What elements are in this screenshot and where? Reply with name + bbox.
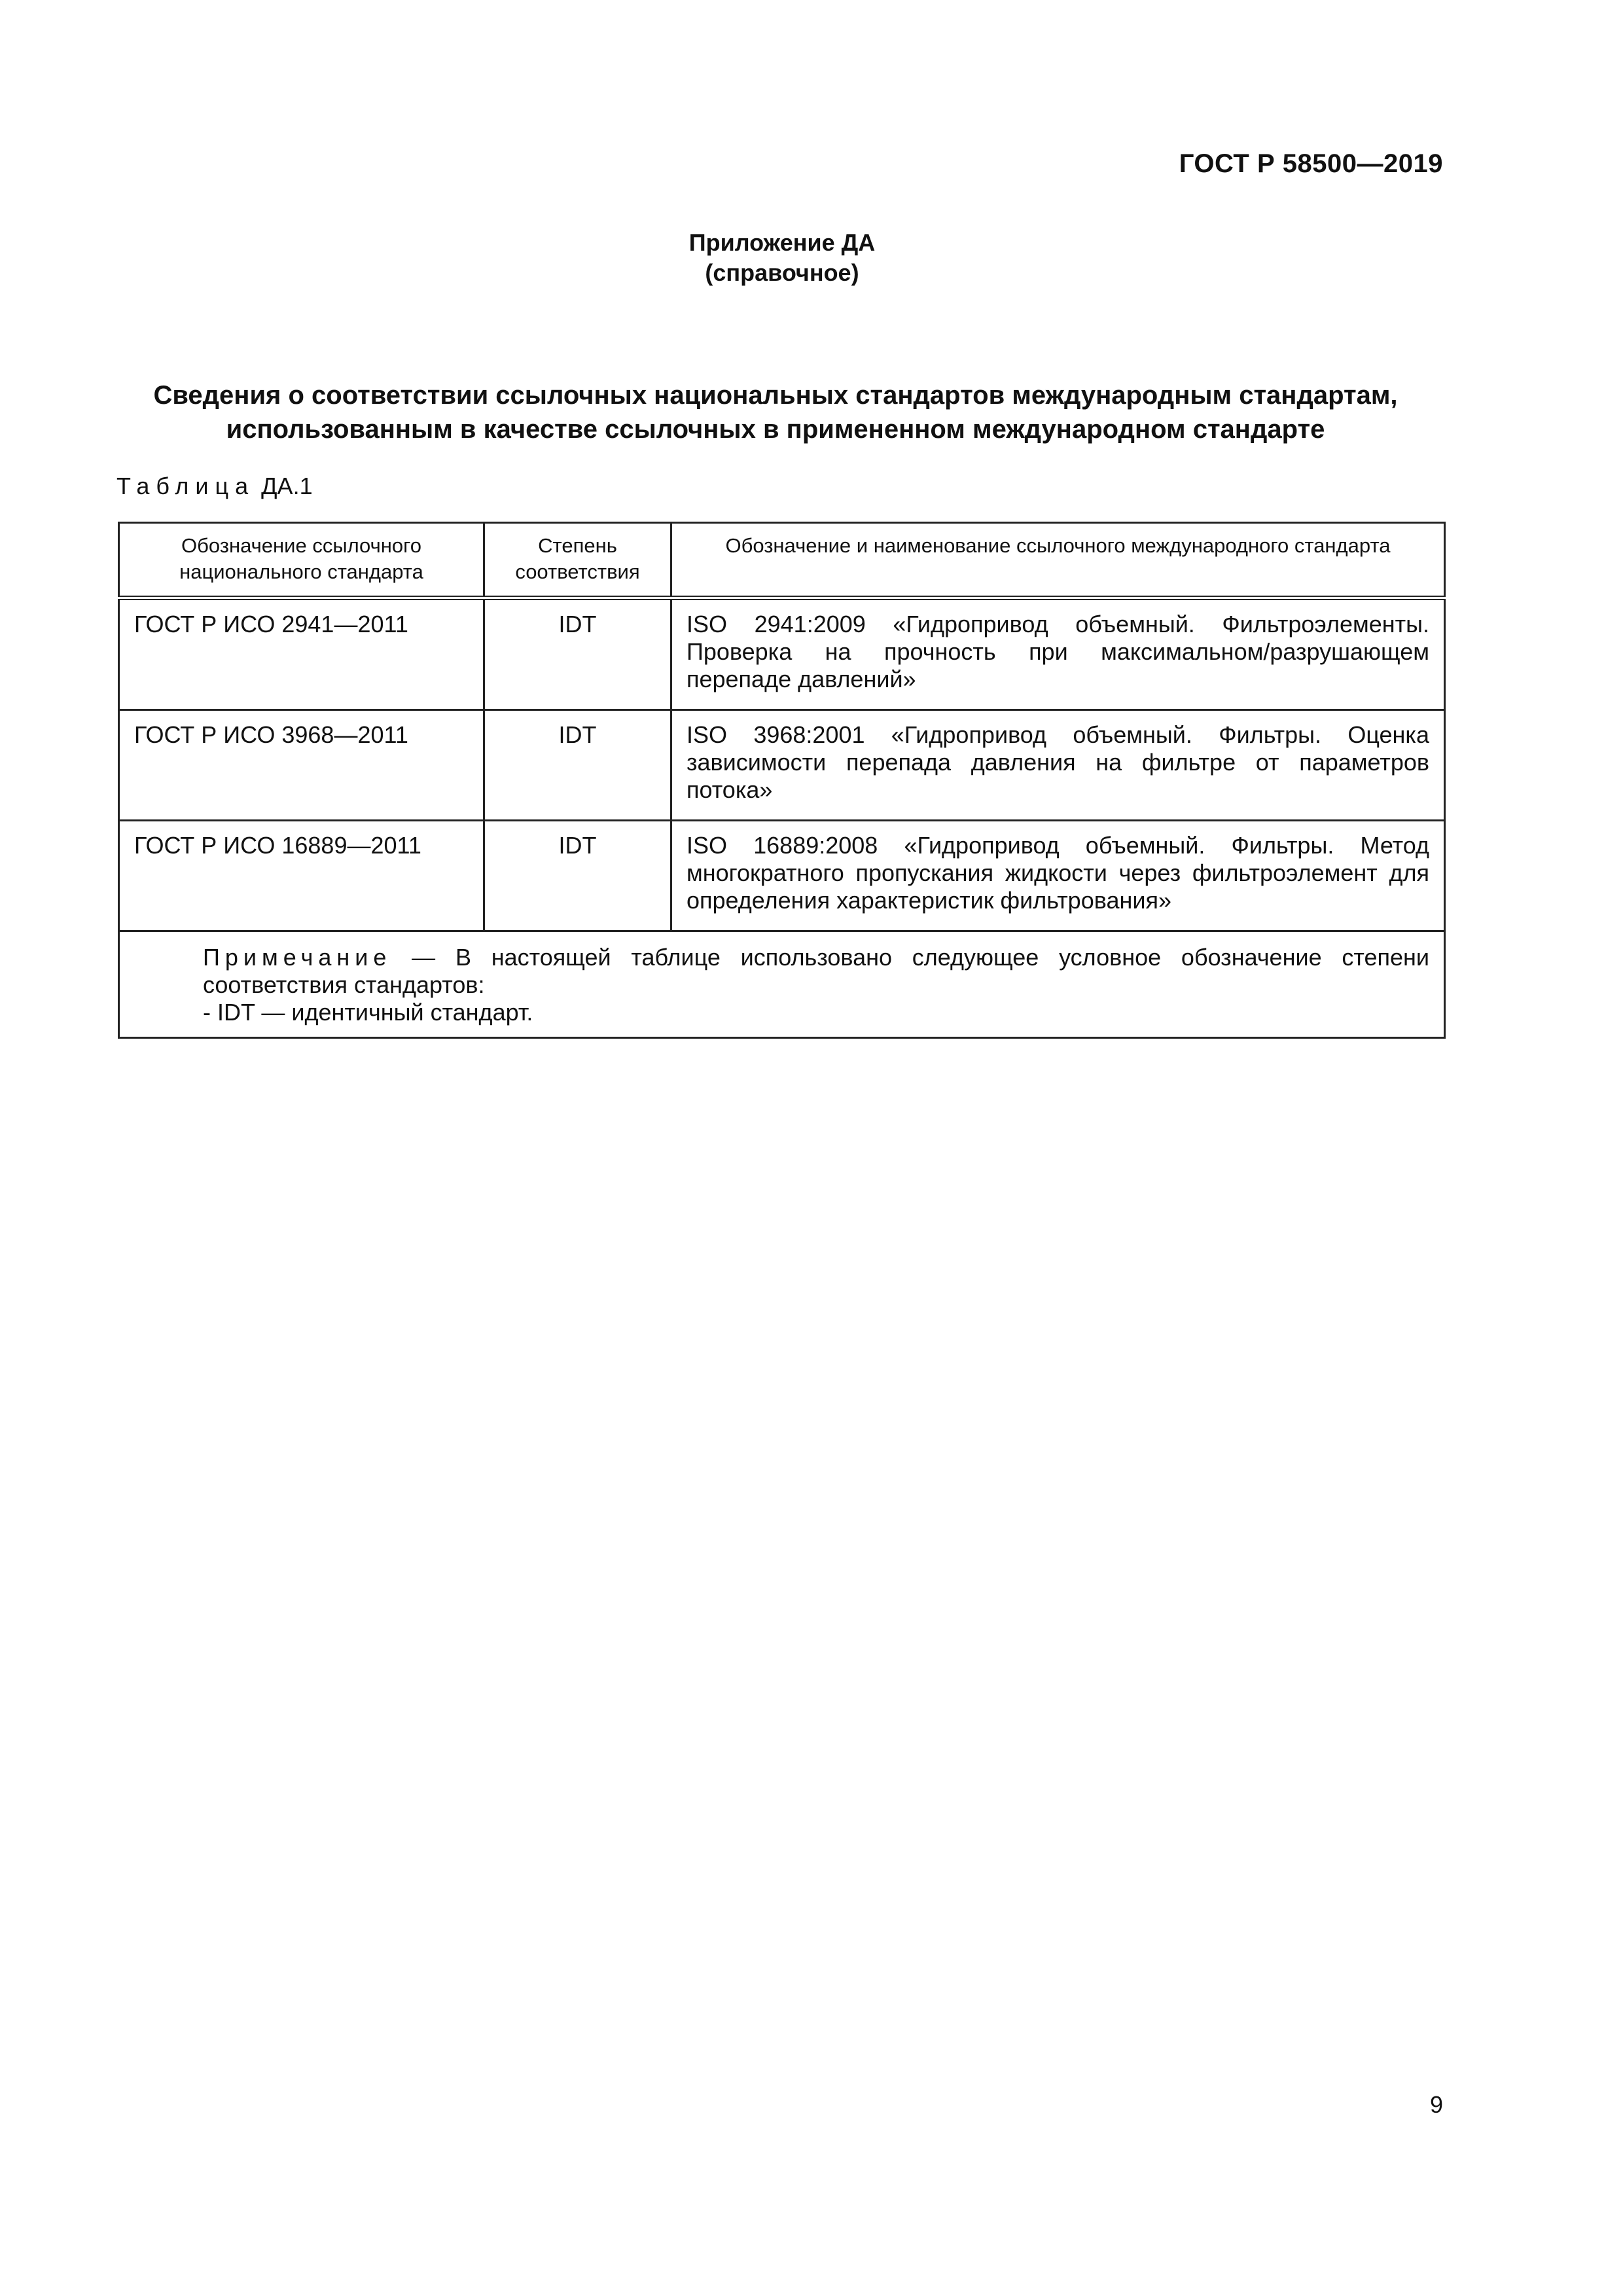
header-degree: Степень соответствия <box>484 523 671 598</box>
international-standard-cell: ISO 2941:2009 «Гидропривод объемный. Фильтроэлементы. Проверка на прочность при максимальном/разрушающем перепаде давлений» <box>671 598 1445 710</box>
table-label-number: ДА.1 <box>261 473 313 499</box>
section-title-line-1: Сведения о соответствии ссылочных национальных стандартов международным стандартам, <box>153 381 1398 410</box>
national-standard-cell: ГОСТ Р ИСО 3968—2011 <box>119 710 484 821</box>
note-item: - IDT — идентичный стандарт. <box>203 999 533 1026</box>
note-paragraph <box>134 944 1429 999</box>
table-note-row <box>119 931 1445 1038</box>
appendix-kind: (справочное) <box>705 259 859 286</box>
section-title-line-2: использованным в качестве ссылочных в примененном международном стандарте <box>226 415 1325 444</box>
national-standard-cell: ГОСТ Р ИСО 2941—2011 <box>119 598 484 710</box>
table-row <box>119 598 1445 710</box>
table-row <box>119 710 1445 821</box>
table-note <box>119 931 1445 1038</box>
international-standard-cell: ISO 16889:2008 «Гидропривод объемный. Фильтры. Метод многократного пропускания жидкости через фильтроэлемент для определения характеристик фильтрования» <box>671 821 1445 931</box>
national-standard-cell: ГОСТ Р ИСО 16889—2011 <box>119 821 484 931</box>
page-number: 9 <box>1429 2091 1443 2118</box>
table-header-row <box>119 523 1445 598</box>
degree-cell: IDT <box>484 710 671 821</box>
reference-table <box>118 522 1446 1039</box>
degree-cell: IDT <box>484 821 671 931</box>
section-title <box>105 378 1446 446</box>
header-national-standard: Обозначение ссылочного национального стандарта <box>119 523 484 598</box>
degree-cell: IDT <box>484 598 671 710</box>
document-id: ГОСТ Р 58500—2019 <box>1179 149 1443 178</box>
table-label <box>116 473 313 500</box>
header-international-standard: Обозначение и наименование ссылочного международного стандарта <box>671 523 1445 598</box>
table-row <box>119 821 1445 931</box>
note-label: Примечание <box>203 944 392 971</box>
appendix-heading <box>0 228 1564 288</box>
appendix-title: Приложение ДА <box>688 229 876 256</box>
note-text: — В настоящей таблице использовано следующее условное обозначение степени соответствия стандартов: <box>203 944 1429 998</box>
table-label-word: Таблица <box>116 473 255 499</box>
international-standard-cell: ISO 3968:2001 «Гидропривод объемный. Фильтры. Оценка зависимости перепада давления на фильтре от параметров потока» <box>671 710 1445 821</box>
